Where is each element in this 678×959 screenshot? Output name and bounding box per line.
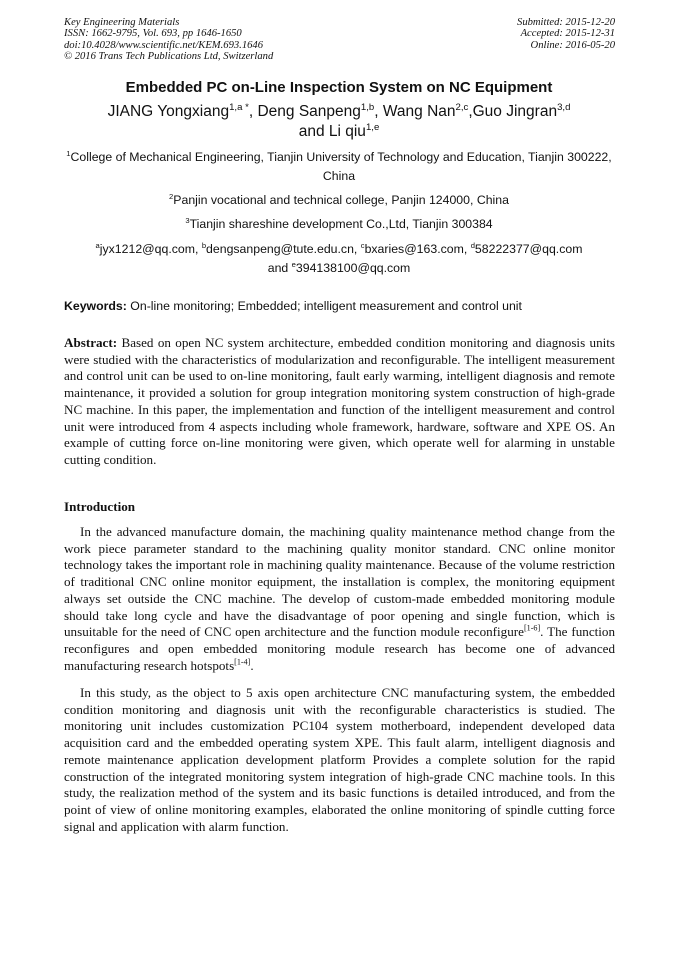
email-superscript: e [291,259,296,269]
journal-header-right [517,17,615,51]
author-name: Wang Nan [382,103,456,120]
email-address: 58222377@qq.com [474,242,583,256]
author-superscript: 2,c [455,101,469,113]
author-list [60,102,618,142]
author-separator: , [248,103,258,120]
affiliation-text: Tianjin shareshine development Co.,Ltd, Tianjin 300384 [189,217,493,231]
email-address: bxaries@163.com, [364,242,471,256]
email-superscript: b [201,240,207,250]
journal-name: Key Engineering Materials [64,17,180,28]
paragraph-text: In the advanced manufacture domain, the machining quality maintenance method change from the work piece parameter standard to the machining quality monitor standard. CNC online monitor technology takes the important role in machining quality maintenance. Because of the volume restriction of traditional CNC online monitor equipment, the installation is complex, the monitoring equipment always set outside the CNC machine. The develop of custom-made embedded monitoring module should take long cycle and have the disadvantage of poor opening and single function, which is unsuitable for the need of CNC open architecture and the function module reconfigure [64,524,615,640]
email-address: 394138100@qq.com [295,261,411,275]
keywords-text: On-line monitoring; Embedded; intelligent measurement and control unit [126,299,522,313]
journal-header-left [64,17,273,62]
abstract [64,335,615,469]
email-superscript: a [95,240,100,250]
citation-reference: [1-6] [523,623,541,633]
author-name: Deng Sanpeng [257,103,361,120]
affiliation-superscript: 3 [185,215,190,225]
affiliation-3 [60,215,618,234]
affiliation-2 [60,191,618,210]
online-date: Online: 2016-05-20 [530,39,615,51]
abstract-label: Abstract: [64,335,118,350]
issn-line: ISSN: 1662-9795, Vol. 693, pp 1646-1650 [64,28,242,40]
affiliation-1 [60,148,618,186]
keywords [64,298,616,314]
paragraph-text: . [250,657,254,673]
author-name: JIANG Yongxiang [107,103,230,120]
intro-paragraph-1 [64,524,615,674]
email-list [60,240,618,278]
intro-paragraph-2: In this study, as the object to 5 axis open architecture CNC manufacturing system, the embedded condition monitoring and diagnosis unit with the reconfigurable characteristics is studied. The monitoring unit includes customization PC104 system motherboard, independent developed data acquisition card and the embedded operating system XPE. This fault alarm, intelligent diagnosis and remote maintenance application development platform Provides a complete solution for the rapid construction of the integrated monitoring system integration of high-grade CNC machine tools. In this study, the realization method of the system and its basic functions is detailed introduced, and from the point of view of online monitoring examples, elaborated the online monitoring of spindle cutting force signal and application with alarm function. [64,685,615,834]
email-superscript: d [470,240,475,250]
affiliation-superscript: 2 [169,191,174,201]
email-address: jyx1212@qq.com, [99,242,202,256]
author-separator: , [468,103,473,120]
email-superscript: c [360,240,365,250]
author-name: Guo Jingran [472,103,558,120]
paragraph-text: . The function reconfigures and open embedded monitoring module research has become one of advanced manufacturing research hotspots [64,624,616,673]
abstract-text: Based on open NC system architecture, embedded condition monitoring and diagnosis units were studied with the characteristics of modularization and reconfigurable. The intelligent measurement and control unit can be used to on-line monitoring, fault early warming, intelligent diagnosis and remote maintenance, it provided a solution for group integration monitoring system construction of high-grade NC machine. In this paper, the implementation and function of the intelligent measurement and control unit were introduced from 4 aspects including whole framework, hardware, software and XPE OS. An example of cutting force on-line monitoring were given, which operate well for alarming in unstable cutting condition. [64,335,615,467]
affiliation-superscript: 1 [66,148,71,158]
affiliation-text: College of Mechanical Engineering, Tianjin University of Technology and Education, Tianjin 300222, China [70,150,612,183]
affiliation-text: Panjin vocational and technical college, Panjin 124000, China [173,193,509,207]
copyright-line: © 2016 Trans Tech Publications Ltd, Switzerland [64,50,274,62]
author-superscript: 3,d [557,101,571,113]
author-name: Li qiu [328,123,366,140]
author-superscript: 1,b [360,101,375,113]
email-address: dengsanpeng@tute.edu.cn, [206,242,361,256]
doi-line: doi:10.4028/www.scientific.net/KEM.693.1646 [64,39,264,51]
author-superscript: 1,a * [229,101,249,113]
author-separator: and [298,123,329,140]
section-heading-introduction: Introduction [64,499,136,514]
email-separator: and [267,261,292,275]
citation-reference: [1-4] [234,657,251,667]
accepted-date: Accepted: 2015-12-31 [520,28,615,40]
keywords-label: Keywords: [64,299,127,313]
paper-title: Embedded PC on-Line Inspection System on NC Equipment [125,79,553,96]
author-separator: , [374,103,383,120]
author-superscript: 1,e [365,121,380,133]
submitted-date: Submitted: 2015-12-20 [517,17,615,28]
